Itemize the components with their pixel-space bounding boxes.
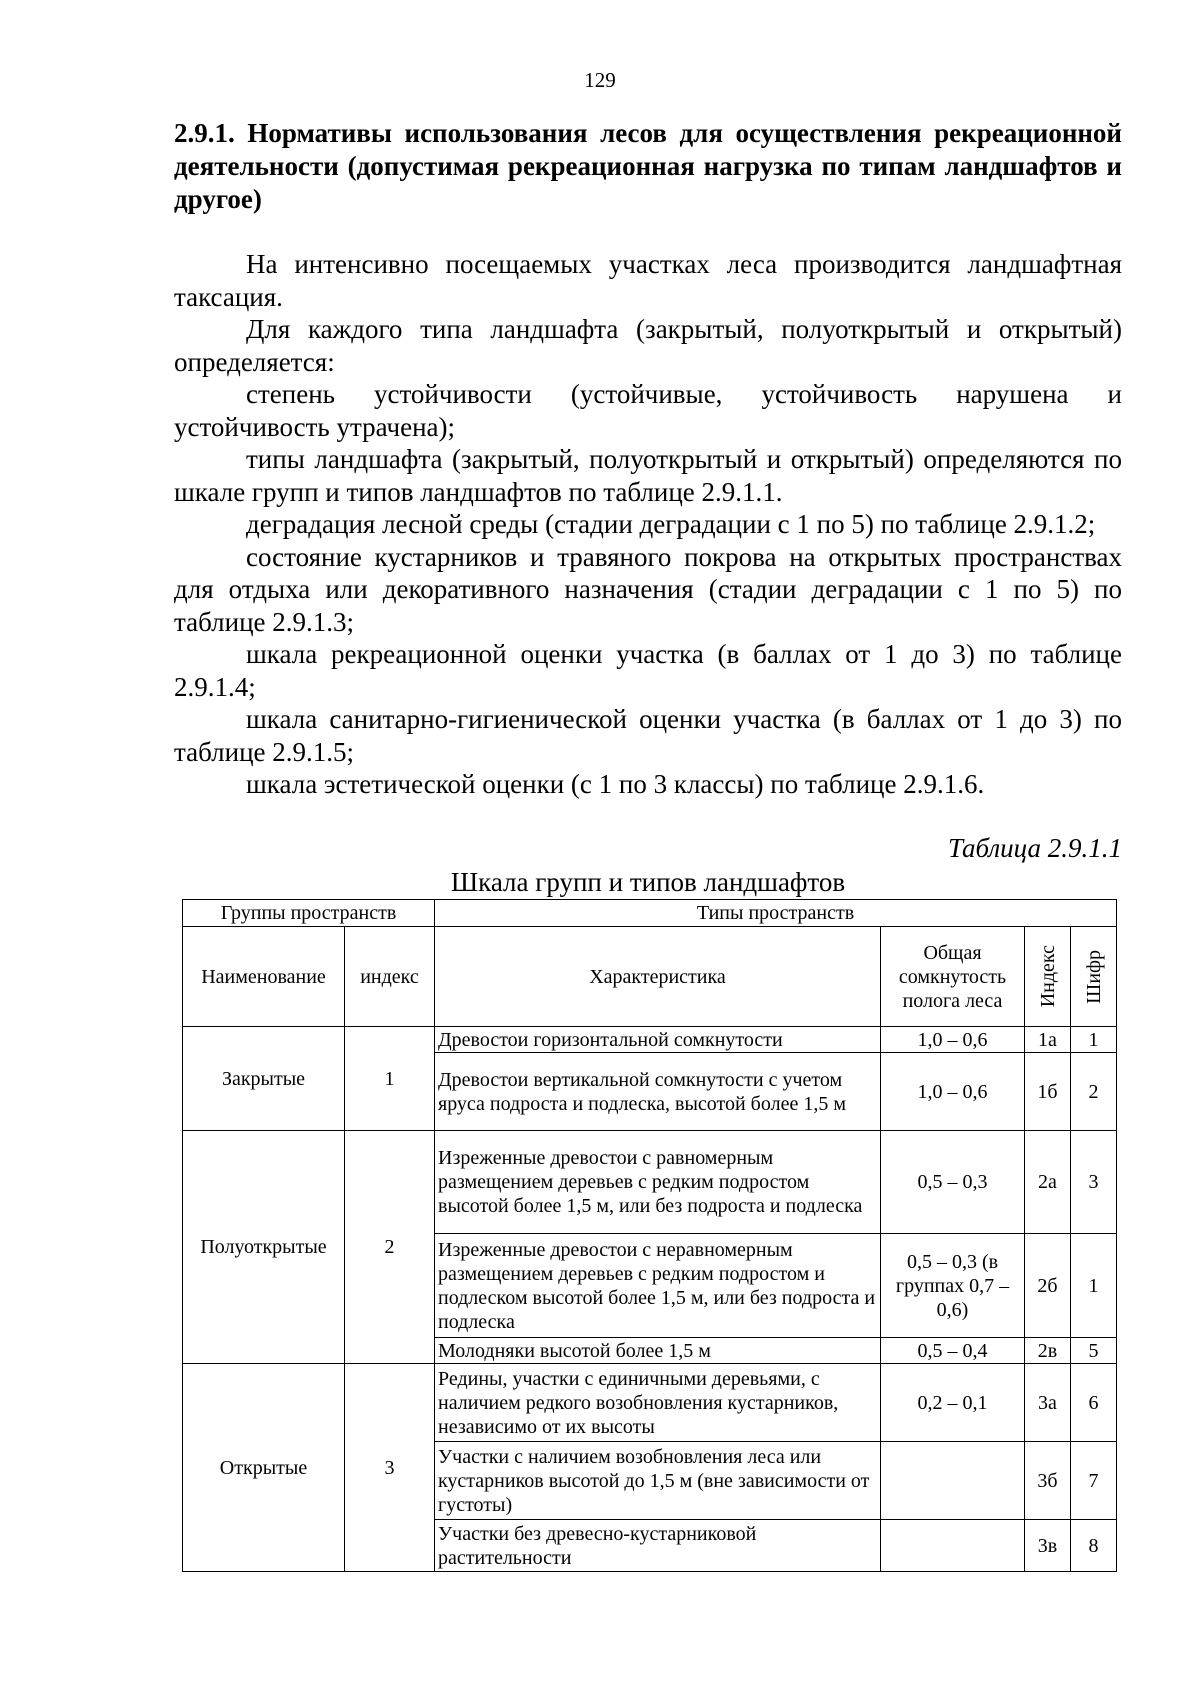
table-header-row [183,927,1117,1027]
type-characteristic: Древостои горизонтальной сомкнутости [435,1027,881,1053]
body-text [174,248,1122,801]
group-index: 2 [345,1131,435,1364]
type-density: 0,5 – 0,3 (в группах 0,7 – 0,6) [881,1234,1025,1338]
type-density [881,1442,1025,1520]
table-title: Шкала групп и типов ландшафтов [450,867,846,897]
group-index: 1 [345,1027,435,1131]
paragraph: шкала эстетической оценки (с 1 по 3 классы) по таблице 2.9.1.6. [246,769,985,799]
type-index: 1а [1025,1027,1071,1053]
group-name: Полуоткрытые [183,1131,345,1364]
type-index: 2а [1025,1131,1071,1234]
type-density: 0,2 – 0,1 [881,1364,1025,1442]
paragraph: деградация лесной среды (стадии деградации с 1 по 5) по таблице 2.9.1.2; [246,509,1096,539]
type-code: 3 [1071,1131,1117,1234]
type-characteristic: Древостои вертикальной сомкнутости с учетом яруса подроста и подлеска, высотой более 1,5 м [435,1053,881,1131]
paragraph: шкала санитарно-гигиенической оценки участка (в баллах от 1 до 3) по таблице 2.9.1.5; [174,704,1122,767]
header-code-label: Шифр [1082,949,1105,1004]
type-index: 2б [1025,1234,1071,1338]
type-characteristic: Участки без древесно-кустарниковой растительности [435,1520,881,1572]
type-density: 1,0 – 0,6 [881,1027,1025,1053]
header-name: Наименование [183,927,345,1027]
paragraph: состояние кустарников и травяного покрова на открытых пространствах для отдыха или декоративного назначения (стадии деградации с 1 по 5) по таблице 2.9.1.3; [174,541,1122,637]
paragraph: Для каждого типа ландшафта (закрытый, полуоткрытый и открытый) определяется: [174,314,1122,377]
paragraph: типы ландшафта (закрытый, полуоткрытый и открытый) определяются по шкале групп и типов ландшафтов по таблице 2.9.1.1. [174,444,1122,507]
landscape-scale-table [182,899,1117,1572]
paragraph: На интенсивно посещаемых участках леса производится ландшафтная таксация. [174,249,1122,312]
table-row [183,1027,1117,1053]
type-density [881,1520,1025,1572]
table-row [183,1364,1117,1442]
type-code: 6 [1071,1364,1117,1442]
group-index: 3 [345,1364,435,1572]
table-number: Таблица 2.9.1.1 [947,833,1122,863]
type-characteristic: Редины, участки с единичными деревьями, с наличием редкого возобновления кустарников, независимо от их высоты [435,1364,881,1442]
type-index: 3б [1025,1442,1071,1520]
type-characteristic: Изреженные древостои с неравномерным размещением деревьев с редким подростом и подлеском высотой более 1,5 м, или без подроста и подлеска [435,1234,881,1338]
section-heading: 2.9.1. Нормативы использования лесов для осуществления рекреационной деятельности (допустимая рекреационная нагрузка по типам ландшафтов и другое) [174,118,1122,214]
type-index: 3в [1025,1520,1071,1572]
paragraph: шкала рекреационной оценки участка (в баллах от 1 до 3) по таблице 2.9.1.4; [174,639,1122,702]
header-types: Типы пространств [435,900,1117,927]
type-characteristic: Изреженные древостои с равномерным размещением деревьев с редким подростом высотой более 1,5 м, или без подроста и подлеска [435,1131,881,1234]
header-density: Общая сомкнутость полога леса [881,927,1025,1027]
group-name: Закрытые [183,1027,345,1131]
type-code: 1 [1071,1234,1117,1338]
type-index: 3а [1025,1364,1071,1442]
type-code: 2 [1071,1053,1117,1131]
type-characteristic: Молодняки высотой более 1,5 м [435,1338,881,1364]
group-name: Открытые [183,1364,345,1572]
paragraph: степень устойчивости (устойчивые, устойчивость нарушена и устойчивость утрачена); [174,379,1122,442]
header-characteristic: Характеристика [435,927,881,1027]
type-density: 0,5 – 0,4 [881,1338,1025,1364]
header-groups: Группы пространств [183,900,435,927]
table-row [183,1131,1117,1234]
type-characteristic: Участки с наличием возобновления леса или кустарников высотой до 1,5 м (вне зависимости от густоты) [435,1442,881,1520]
type-index: 1б [1025,1053,1071,1131]
type-code: 1 [1071,1027,1117,1053]
header-type-index-label: Индекс [1036,945,1059,1008]
type-density: 1,0 – 0,6 [881,1053,1025,1131]
type-code: 7 [1071,1442,1117,1520]
header-index: индекс [345,927,435,1027]
type-density: 0,5 – 0,3 [881,1131,1025,1234]
type-code: 8 [1071,1520,1117,1572]
header-type-index [1025,927,1071,1027]
header-code [1071,927,1117,1027]
type-code: 5 [1071,1338,1117,1364]
page-number: 129 [584,68,616,92]
table-header-row [183,900,1117,927]
type-index: 2в [1025,1338,1071,1364]
